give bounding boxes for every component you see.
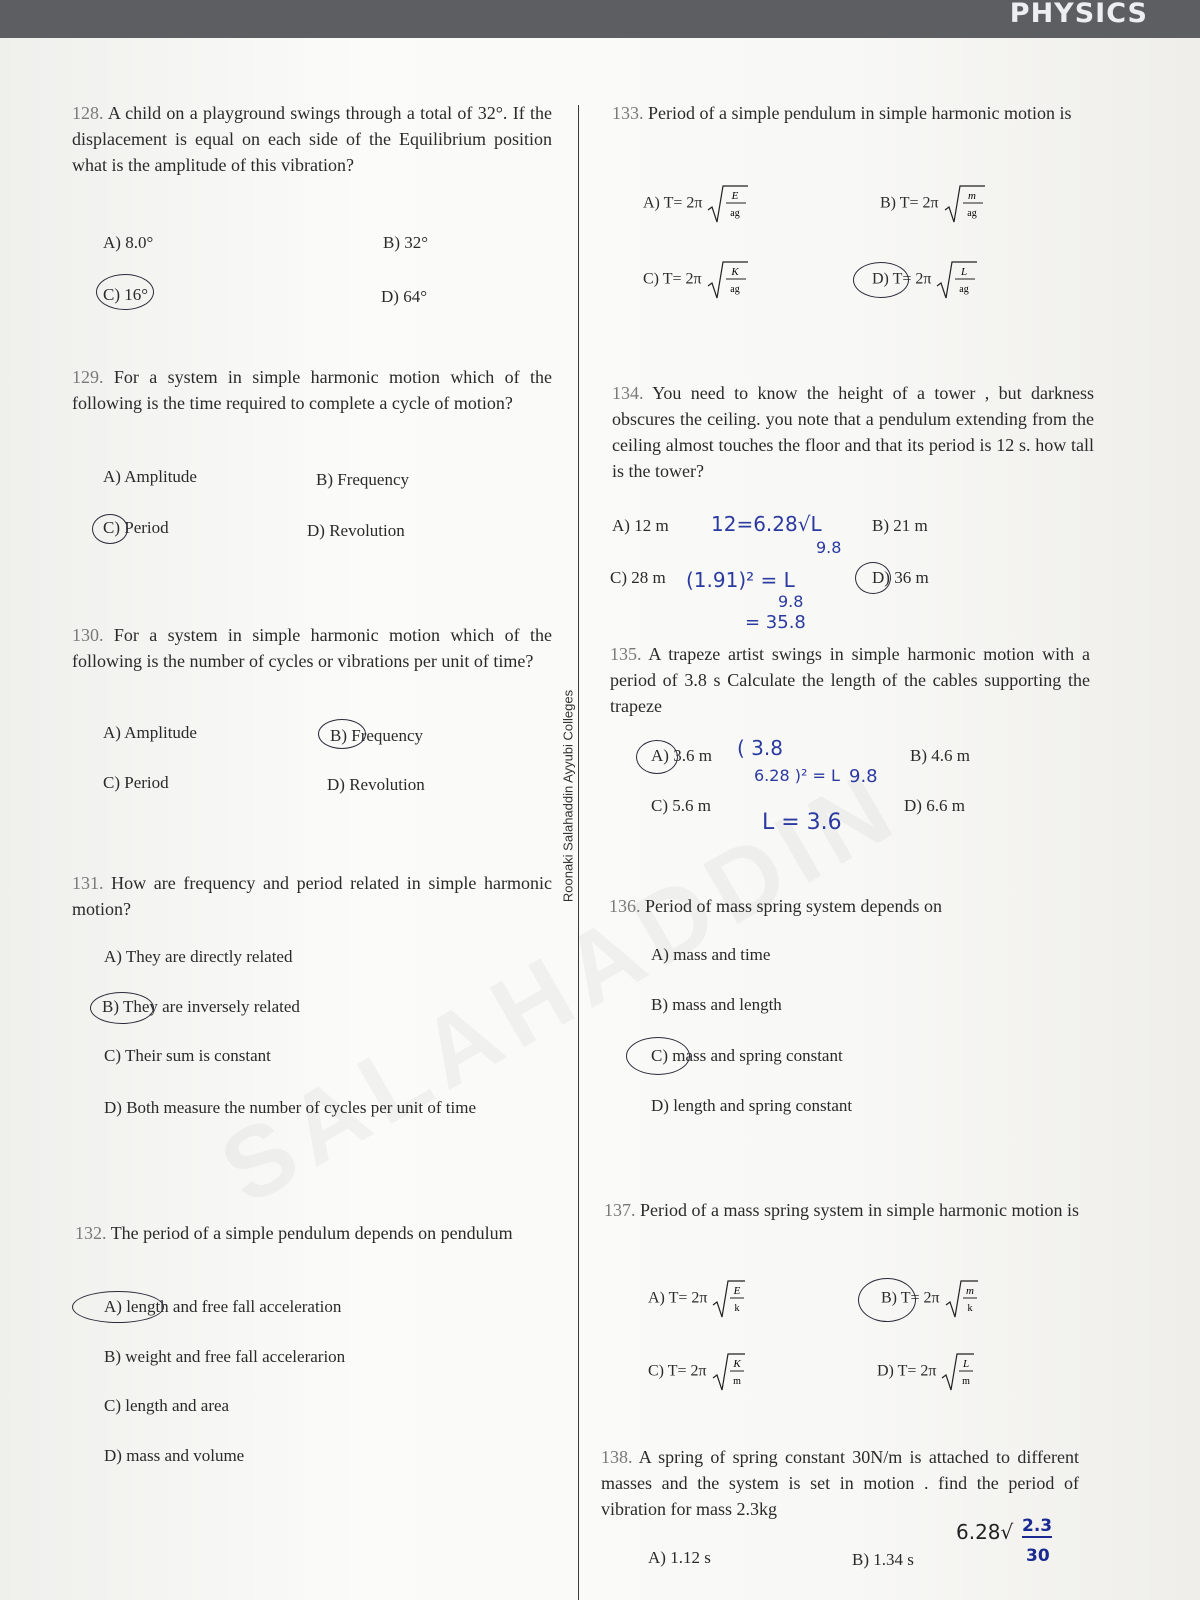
option-d[interactable]: [877, 1350, 976, 1394]
question-135: [610, 641, 1090, 719]
handwritten-work: ( 3.8: [737, 736, 783, 760]
sqrt-fraction: [706, 258, 750, 302]
option-label: C) T= 2π: [648, 1362, 707, 1380]
handwritten-work: 9.8: [816, 538, 842, 557]
question-number: 130.: [72, 625, 104, 645]
option-b[interactable]: B) Frequency: [330, 726, 424, 745]
option-c[interactable]: C) Period: [103, 518, 169, 537]
numerator: m: [965, 1285, 974, 1297]
question-number: 132.: [75, 1223, 107, 1243]
question-number: 131.: [72, 873, 104, 893]
question-number: 129.: [72, 367, 104, 387]
question-text: The period of a simple pendulum depends on pendulum: [110, 1223, 513, 1243]
handwritten-work: 6.28√: [956, 1520, 1014, 1544]
denominator: ag: [730, 208, 741, 219]
option-b[interactable]: B) mass and length: [651, 995, 782, 1014]
sqrt-fraction: [940, 1350, 976, 1394]
option-d[interactable]: D) Revolution: [307, 521, 405, 540]
option-a[interactable]: A) 1.12 s: [648, 1548, 711, 1567]
denominator: m: [962, 1376, 971, 1387]
sqrt-fraction: [943, 182, 987, 226]
numerator: L: [963, 1358, 970, 1370]
option-b[interactable]: B) They are inversely related: [102, 997, 300, 1016]
handwritten-work: 6.28 )² = L: [754, 766, 840, 785]
handwritten-work: 9.8: [778, 592, 804, 611]
question-136: [609, 893, 1089, 919]
option-c[interactable]: [643, 258, 750, 302]
handwritten-work: L = 3.6: [762, 810, 842, 835]
numerator: E: [732, 190, 739, 202]
sqrt-fraction: [711, 1350, 747, 1394]
question-text: You need to know the height of a tower , but darkness obscures the ceiling. you note that a pendulum extending from the ceiling almost touches the floor and that its period is 12 s. how tall is the tower?: [612, 383, 1094, 481]
answer-circle: [72, 1291, 164, 1323]
option-d[interactable]: D) Revolution: [327, 775, 425, 794]
handwritten-work: (1.91)² = L: [686, 568, 795, 592]
option-b[interactable]: B) 21 m: [872, 516, 928, 535]
sqrt-fraction: [711, 1277, 747, 1321]
answer-circle: [858, 1278, 916, 1322]
numerator: K: [730, 266, 739, 278]
handwritten-work: 30: [1026, 1546, 1050, 1566]
question-text: For a system in simple harmonic motion which of the following is the number of cycles or vibrations per unit of time?: [72, 625, 552, 671]
answer-circle: [855, 562, 891, 594]
option-a[interactable]: A) 12 m: [612, 516, 669, 535]
question-number: 134.: [612, 383, 644, 403]
option-b[interactable]: B) 1.34 s: [852, 1550, 914, 1569]
question-text: For a system in simple harmonic motion which of the following is the time required to complete a cycle of motion?: [72, 367, 552, 413]
denominator: ag: [959, 284, 970, 295]
sqrt-fraction: [706, 182, 750, 226]
question-number: 128.: [72, 103, 104, 123]
option-b[interactable]: B) Frequency: [316, 470, 410, 489]
option-a[interactable]: A) They are directly related: [104, 947, 293, 966]
question-138: [601, 1444, 1079, 1522]
question-134: [612, 380, 1094, 484]
denominator: m: [732, 1376, 741, 1387]
answer-circle: [318, 719, 366, 749]
question-number: 136.: [609, 896, 641, 916]
option-c[interactable]: C) Period: [103, 773, 169, 792]
handwritten-work: 2.3: [1022, 1516, 1053, 1536]
option-a[interactable]: A) Amplitude: [103, 467, 197, 486]
question-number: 133.: [612, 103, 644, 123]
question-text: A child on a playground swings through a total of 32°. If the displacement is equal on each side of the Equilibrium position what is the amplitude of this vibration?: [72, 103, 552, 175]
option-d[interactable]: D) Both measure the number of cycles per unit of time: [104, 1098, 476, 1117]
question-128: [72, 100, 552, 178]
question-text: A spring of spring constant 30N/m is attached to different masses and the system is set in motion . find the period of vibration for mass 2.3kg: [601, 1447, 1079, 1519]
option-d[interactable]: D) mass and volume: [104, 1446, 245, 1465]
question-number: 137.: [604, 1200, 636, 1220]
answer-circle: [626, 1037, 690, 1075]
question-text: Period of a simple pendulum in simple harmonic motion is: [648, 103, 1072, 123]
denominator: k: [967, 1303, 973, 1314]
question-text: Period of a mass spring system in simple harmonic motion is: [640, 1200, 1079, 1220]
question-text: How are frequency and period related in simple harmonic motion?: [72, 873, 553, 919]
question-130: [72, 622, 552, 674]
option-c[interactable]: C) 28 m: [610, 568, 666, 587]
denominator: k: [734, 1303, 740, 1314]
option-label: D) T= 2π: [872, 270, 932, 288]
denominator: ag: [966, 208, 977, 219]
handwritten-work: 9.8: [849, 766, 878, 787]
sqrt-fraction: [935, 258, 979, 302]
option-label: D) T= 2π: [877, 1362, 937, 1380]
answer-circle: [853, 262, 909, 298]
question-129: [72, 364, 552, 416]
question-text: Period of mass spring system depends on: [645, 896, 942, 916]
handwritten-work: 12=6.28√L: [711, 512, 822, 536]
option-a[interactable]: [648, 1277, 747, 1321]
option-a[interactable]: A) 8.0°: [103, 233, 154, 252]
option-label: B) T= 2π: [881, 1289, 940, 1307]
option-b[interactable]: B) 4.6 m: [910, 746, 970, 765]
question-133: [612, 100, 1102, 126]
option-label: A) T= 2π: [648, 1289, 708, 1307]
header-bar: [0, 0, 1200, 38]
option-c[interactable]: C) length and area: [104, 1396, 230, 1415]
question-131: [72, 870, 552, 922]
option-d[interactable]: D) 6.6 m: [904, 796, 965, 815]
numerator: E: [734, 1285, 741, 1297]
option-b[interactable]: B) weight and free fall accelerarion: [104, 1347, 346, 1366]
numerator: K: [732, 1358, 741, 1370]
denominator: ag: [729, 284, 740, 295]
option-a[interactable]: A) mass and time: [651, 945, 771, 964]
option-d[interactable]: D) length and spring constant: [651, 1096, 853, 1115]
option-b[interactable]: B) 32°: [383, 233, 429, 252]
option-c[interactable]: [648, 1350, 747, 1394]
answer-circle: [636, 740, 678, 774]
column-divider: [578, 105, 579, 1600]
option-label: C) T= 2π: [643, 270, 702, 288]
option-a[interactable]: [643, 182, 750, 226]
handwritten-work: = 35.8: [745, 612, 806, 633]
option-b[interactable]: [880, 182, 987, 226]
option-a[interactable]: A) 3.6 m: [651, 746, 712, 765]
question-number: 135.: [610, 644, 642, 664]
subject-title: PHYSICS: [1009, 0, 1148, 29]
question-text: A trapeze artist swings in simple harmonic motion with a period of 3.8 s Calculate the length of the cables supporting the trapeze: [610, 644, 1090, 716]
option-c[interactable]: C) 5.6 m: [651, 796, 711, 815]
question-132: [75, 1220, 545, 1246]
numerator: L: [961, 266, 968, 278]
option-label: B) T= 2π: [880, 194, 939, 212]
option-a[interactable]: A) Amplitude: [103, 723, 197, 742]
side-label: Roonaki Salahaddin Ayyubi Colleges: [560, 689, 576, 903]
question-137: [604, 1197, 1084, 1223]
numerator: m: [967, 190, 976, 202]
option-label: A) T= 2π: [643, 194, 703, 212]
option-a[interactable]: A) length and free fall acceleration: [104, 1297, 342, 1316]
answer-circle: [96, 274, 154, 310]
option-d[interactable]: D) 64°: [381, 287, 427, 306]
answer-circle: [92, 514, 128, 544]
option-c[interactable]: C) mass and spring constant: [651, 1046, 843, 1065]
sqrt-fraction: [944, 1277, 980, 1321]
answer-circle: [90, 992, 154, 1024]
option-c[interactable]: C) 16°: [103, 285, 149, 304]
option-d[interactable]: D) 36 m: [872, 568, 929, 587]
question-number: 138.: [601, 1447, 633, 1467]
option-c[interactable]: C) Their sum is constant: [104, 1046, 271, 1065]
